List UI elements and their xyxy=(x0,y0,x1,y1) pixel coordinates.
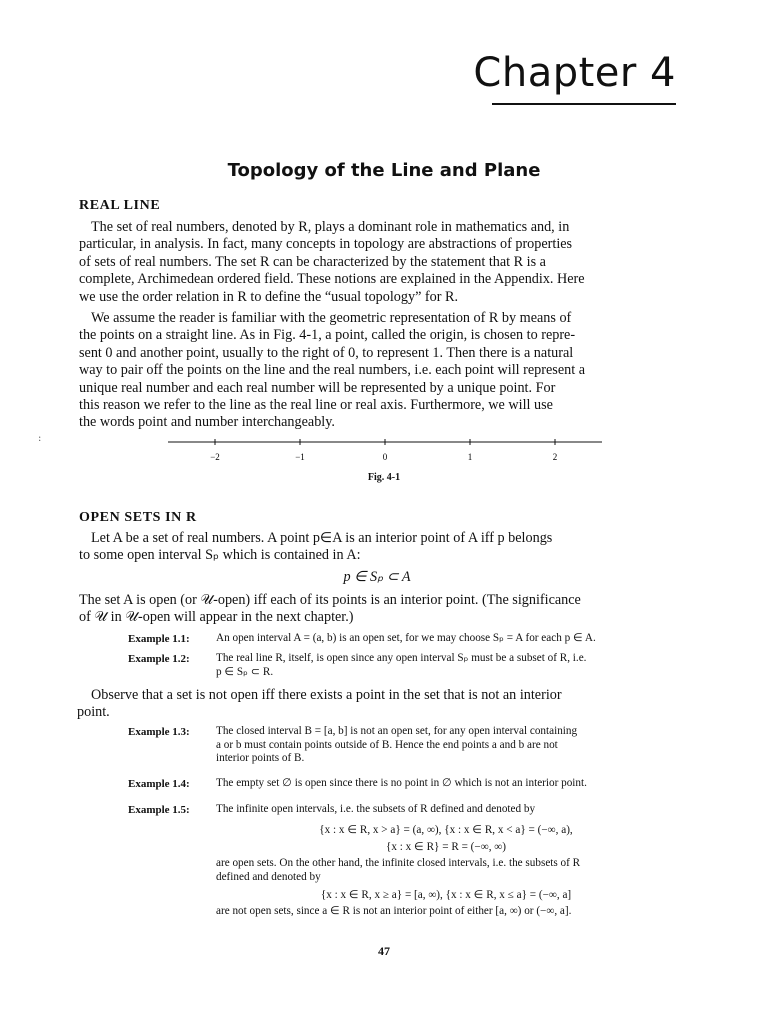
text-line: the words point and number interchangeably. xyxy=(79,414,335,431)
example-body xyxy=(216,725,676,766)
example-label: Example 1.2: xyxy=(128,653,190,665)
text-line: defined and denoted by xyxy=(216,870,321,883)
example-display-formula: {x : x ∈ R} = R = (−∞, ∞) xyxy=(385,841,506,853)
text-line: sent 0 and another point, usually to the right of 0, to represent 1. Then there is a natural xyxy=(79,344,574,361)
figure-caption: Fig. 4-1 xyxy=(367,472,401,483)
example-body xyxy=(216,857,676,884)
text-line: Let A be a set of real numbers. A point p∈A is an interior point of A iff p belongs xyxy=(91,530,553,546)
chapter-heading: Chapter 4 xyxy=(473,50,676,96)
page-number: 47 xyxy=(378,944,390,958)
text-line: The set of real numbers, denoted by R, plays a dominant role in mathematics and, in xyxy=(91,219,570,235)
example-body xyxy=(216,652,676,679)
text-line: of 𝒰 in 𝒰-open will appear in the next chapter.) xyxy=(79,609,354,626)
open-sets-paragraph-1 xyxy=(79,530,675,565)
tick-label: −1 xyxy=(295,452,305,462)
text-line: the points on a straight line. As in Fig. 4-1, a point, called the origin, is chosen to repre- xyxy=(79,327,576,344)
text-line: are not open sets, since a ∈ R is not an interior point of either [a, ∞) or (−∞, a]. xyxy=(216,905,572,917)
open-sets-paragraph-2 xyxy=(79,592,675,627)
text-line: The real line R, itself, is open since any open interval Sₚ must be a subset of R, i.e. xyxy=(216,652,587,664)
tick-label: 1 xyxy=(467,452,473,462)
example-display-formula: {x : x ∈ R, x ≥ a} = [a, ∞), {x : x ∈ R, x ≤ a} = (−∞, a] xyxy=(320,889,572,901)
tick-label: 0 xyxy=(382,452,388,462)
open-sets-paragraph-3 xyxy=(79,687,675,722)
text-line: The empty set ∅ is open since there is no point in ∅ which is not an interior point. xyxy=(216,777,587,789)
number-line-figure xyxy=(160,436,610,470)
text-line: are open sets. On the other hand, the infinite closed intervals, i.e. the subsets of R xyxy=(216,857,581,869)
text-line: point. xyxy=(77,704,110,721)
real-line-paragraph-1 xyxy=(79,219,675,306)
text-line: complete, Archimedean ordered field. These notions are explained in the Appendix. Here xyxy=(79,271,585,288)
example-label: Example 1.5: xyxy=(128,804,190,816)
text-line: The set A is open (or 𝒰-open) iff each of its points is an interior point. (The significance xyxy=(79,592,581,608)
text-line: The closed interval B = [a, b] is not an open set, for any open interval containing xyxy=(216,725,578,737)
text-line: interior points of B. xyxy=(216,752,305,765)
real-line-paragraph-2 xyxy=(79,310,675,432)
example-body xyxy=(216,905,676,919)
tick-label: −2 xyxy=(210,452,220,462)
example-body xyxy=(216,632,676,646)
example-body xyxy=(216,803,676,817)
chapter-rule xyxy=(492,103,676,105)
text-line: The infinite open intervals, i.e. the subsets of R defined and denoted by xyxy=(216,803,536,815)
example-display-formula: {x : x ∈ R, x > a} = (a, ∞), {x : x ∈ R, x < a} = (−∞, a), xyxy=(319,824,573,836)
example-label: Example 1.1: xyxy=(128,633,190,645)
text-line: this reason we refer to the line as the real line or real axis. Furthermore, we will use xyxy=(79,397,553,414)
tick-label: 2 xyxy=(552,452,558,462)
text-line: unique real number and each real number will be represented by a unique point. For xyxy=(79,379,556,396)
text-line: We assume the reader is familiar with the geometric representation of R by means of xyxy=(91,310,572,326)
margin-mark: : xyxy=(38,433,42,444)
text-line: Observe that a set is not open iff there exists a point in the set that is not an interior xyxy=(91,687,562,703)
text-line: to some open interval Sₚ which is contained in A: xyxy=(79,547,361,564)
section-heading-open-sets: OPEN SETS IN R xyxy=(79,510,197,525)
text-line: way to pair off the points on the line and the real numbers, i.e. each point will represent a xyxy=(79,362,585,379)
example-label: Example 1.4: xyxy=(128,778,190,790)
text-line: we use the order relation in R to define the “usual topology” for R. xyxy=(79,288,459,305)
text-line: of sets of real numbers. The set R can be characterized by the statement that R is a xyxy=(79,253,546,270)
text-line: An open interval A = (a, b) is an open set, for we may choose Sₚ = A for each p ∈ A. xyxy=(216,632,596,644)
section-heading-real-line: REAL LINE xyxy=(79,198,161,213)
text-line: a or b must contain points outside of B. Hence the end points a and b are not xyxy=(216,738,558,751)
text-line: particular, in analysis. In fact, many concepts in topology are abstractions of properties xyxy=(79,236,573,253)
chapter-title: Topology of the Line and Plane xyxy=(227,160,541,181)
example-body xyxy=(216,777,676,791)
display-formula: p ∈ Sₚ ⊂ A xyxy=(343,569,411,585)
text-line: p ∈ Sₚ ⊂ R. xyxy=(216,665,274,678)
example-label: Example 1.3: xyxy=(128,726,190,738)
